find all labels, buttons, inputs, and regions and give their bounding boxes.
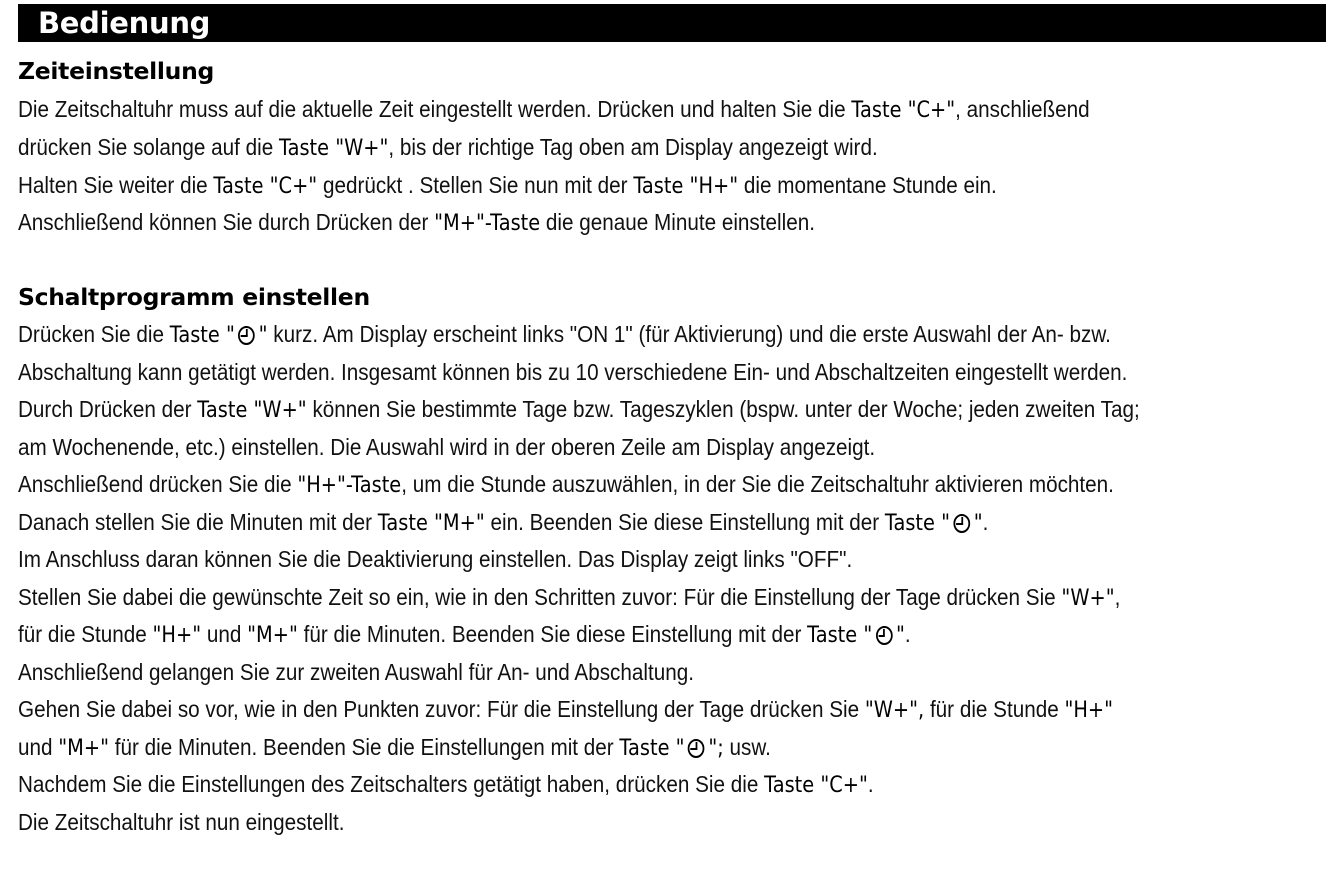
key-label: "W+" [1061, 586, 1115, 611]
text-run: für die Stunde [18, 621, 153, 647]
text-run: und [18, 734, 59, 760]
text-run: können Sie bestimmte Tage bzw. Tageszyklen (bspw. unter der Woche; jeden zweiten Tag; [306, 396, 1140, 422]
text-run: , um die Stunde auszuwählen, in der Sie die Zeitschaltuhr aktivieren möchten. [401, 471, 1114, 497]
clock-icon [688, 739, 705, 758]
clock-icon [876, 626, 893, 645]
text-run: Abschaltung kann getätigt werden. Insgesamt können bis zu 10 verschiedene Ein- und Abschaltzeiten eingestellt werden. [18, 359, 1128, 385]
text-run: . [982, 509, 989, 535]
text-run: die genaue Minute einstellen. [540, 209, 815, 235]
text-run: , anschließend [955, 96, 1090, 122]
key-label: "M+"-Taste [434, 211, 541, 236]
clock-icon [238, 326, 255, 345]
paragraph-line [18, 319, 1111, 351]
paragraph-line [18, 432, 875, 462]
paragraph-line [18, 732, 771, 764]
page-title: Bedienung [38, 6, 211, 40]
text-run: Im Anschluss daran können Sie die Deaktivierung einstellen. Das Display zeigt links "OFF". [18, 546, 853, 572]
text-run: kurz. Am Display erscheint links "ON 1" (für Aktivierung) und die erste Auswahl der An- bzw. [267, 321, 1111, 347]
key-label: "H+"-Taste [297, 473, 402, 498]
paragraph-line [18, 657, 694, 687]
text-run: für die Minuten. Beenden Sie die Einstellungen mit der [108, 734, 620, 760]
paragraph-line [18, 807, 344, 837]
text-run: , [1114, 584, 1121, 610]
text-run: , bis der richtige Tag oben am Display angezeigt wird. [388, 134, 878, 160]
key-label: Taste " [169, 323, 235, 348]
key-label: "H+" [1064, 698, 1114, 723]
text-run: . [904, 621, 911, 647]
text-run: gedrückt . Stellen Sie nun mit der [317, 172, 634, 198]
paragraph-line [18, 132, 878, 164]
text-run: ein. Beenden Sie diese Einstellung mit der [484, 509, 885, 535]
text-run: die momentane Stunde ein. [738, 172, 997, 198]
paragraph-line [18, 207, 815, 239]
header-bar [18, 4, 1326, 42]
key-label: Taste "C+" [213, 174, 318, 199]
text-run: Anschließend können Sie durch Drücken der [18, 209, 435, 235]
paragraph-line [18, 544, 852, 574]
key-label: " [896, 623, 905, 648]
text-run: Nachdem Sie die Einstellungen des Zeitschalters getätigt haben, drücken Sie die [18, 771, 765, 797]
paragraph-line [18, 582, 1120, 614]
text-run: für die Minuten. Beenden Sie diese Einstellung mit der [297, 621, 808, 647]
text-run: usw. [723, 734, 771, 760]
paragraph-line [18, 694, 1113, 726]
key-label: "M+" [58, 736, 109, 761]
key-label: Taste "W+" [278, 136, 389, 161]
paragraph-line [18, 619, 911, 651]
text-run: Gehen Sie dabei so vor, wie in den Punkten zuvor: Für die Einstellung der Tage drücken Sie [18, 696, 865, 722]
key-label: "; [708, 736, 724, 761]
text-run: drücken Sie solange auf die [18, 134, 279, 160]
text-run: Anschließend gelangen Sie zur zweiten Auswahl für An- und Abschaltung. [18, 659, 694, 685]
paragraph-line [18, 170, 997, 202]
section-heading-time-setting: Zeiteinstellung [18, 57, 215, 85]
text-run: Stellen Sie dabei die gewünschte Zeit so ein, wie in den Schritten zuvor: Für die Einstellung der Tage drücken Sie [18, 584, 1062, 610]
key-label: Taste "M+" [377, 511, 485, 536]
paragraph-line [18, 769, 874, 801]
key-label: Taste " [619, 736, 685, 761]
text-run: und [201, 621, 248, 647]
key-label: " [258, 323, 268, 348]
key-label: Taste "H+" [633, 174, 739, 199]
text-run: Danach stellen Sie die Minuten mit der [18, 509, 378, 535]
text-run: Die Zeitschaltuhr ist nun eingestellt. [18, 809, 345, 835]
key-label: Taste " [807, 623, 873, 648]
key-label: "W+", [864, 698, 925, 723]
key-label: Taste "C+" [764, 773, 868, 798]
clock-icon [953, 514, 970, 533]
key-label: " [973, 511, 983, 536]
text-run: Durch Drücken der [18, 396, 198, 422]
paragraph-line [18, 507, 988, 539]
section-heading-program-setting: Schaltprogramm einstellen [18, 283, 370, 311]
text-run: Halten Sie weiter die [18, 172, 214, 198]
key-label: Taste "C+" [851, 98, 956, 123]
key-label: Taste "W+" [197, 398, 307, 423]
paragraph-line [18, 469, 1114, 501]
paragraph-line [18, 394, 1140, 426]
text-run: Anschließend drücken Sie die [18, 471, 298, 497]
key-label: "H+" [152, 623, 202, 648]
key-label: Taste " [884, 511, 950, 536]
text-run: am Wochenende, etc.) einstellen. Die Auswahl wird in der oberen Zeile am Display angezeigt. [18, 434, 876, 460]
paragraph-line [18, 94, 1090, 126]
key-label: "M+" [247, 623, 298, 648]
text-run: für die Stunde [924, 696, 1065, 722]
paragraph-line [18, 357, 1127, 387]
text-run: Die Zeitschaltuhr muss auf die aktuelle Zeit eingestellt werden. Drücken und halten Sie die [18, 96, 852, 122]
text-run: . [867, 771, 874, 797]
text-run: Drücken Sie die [18, 321, 170, 347]
